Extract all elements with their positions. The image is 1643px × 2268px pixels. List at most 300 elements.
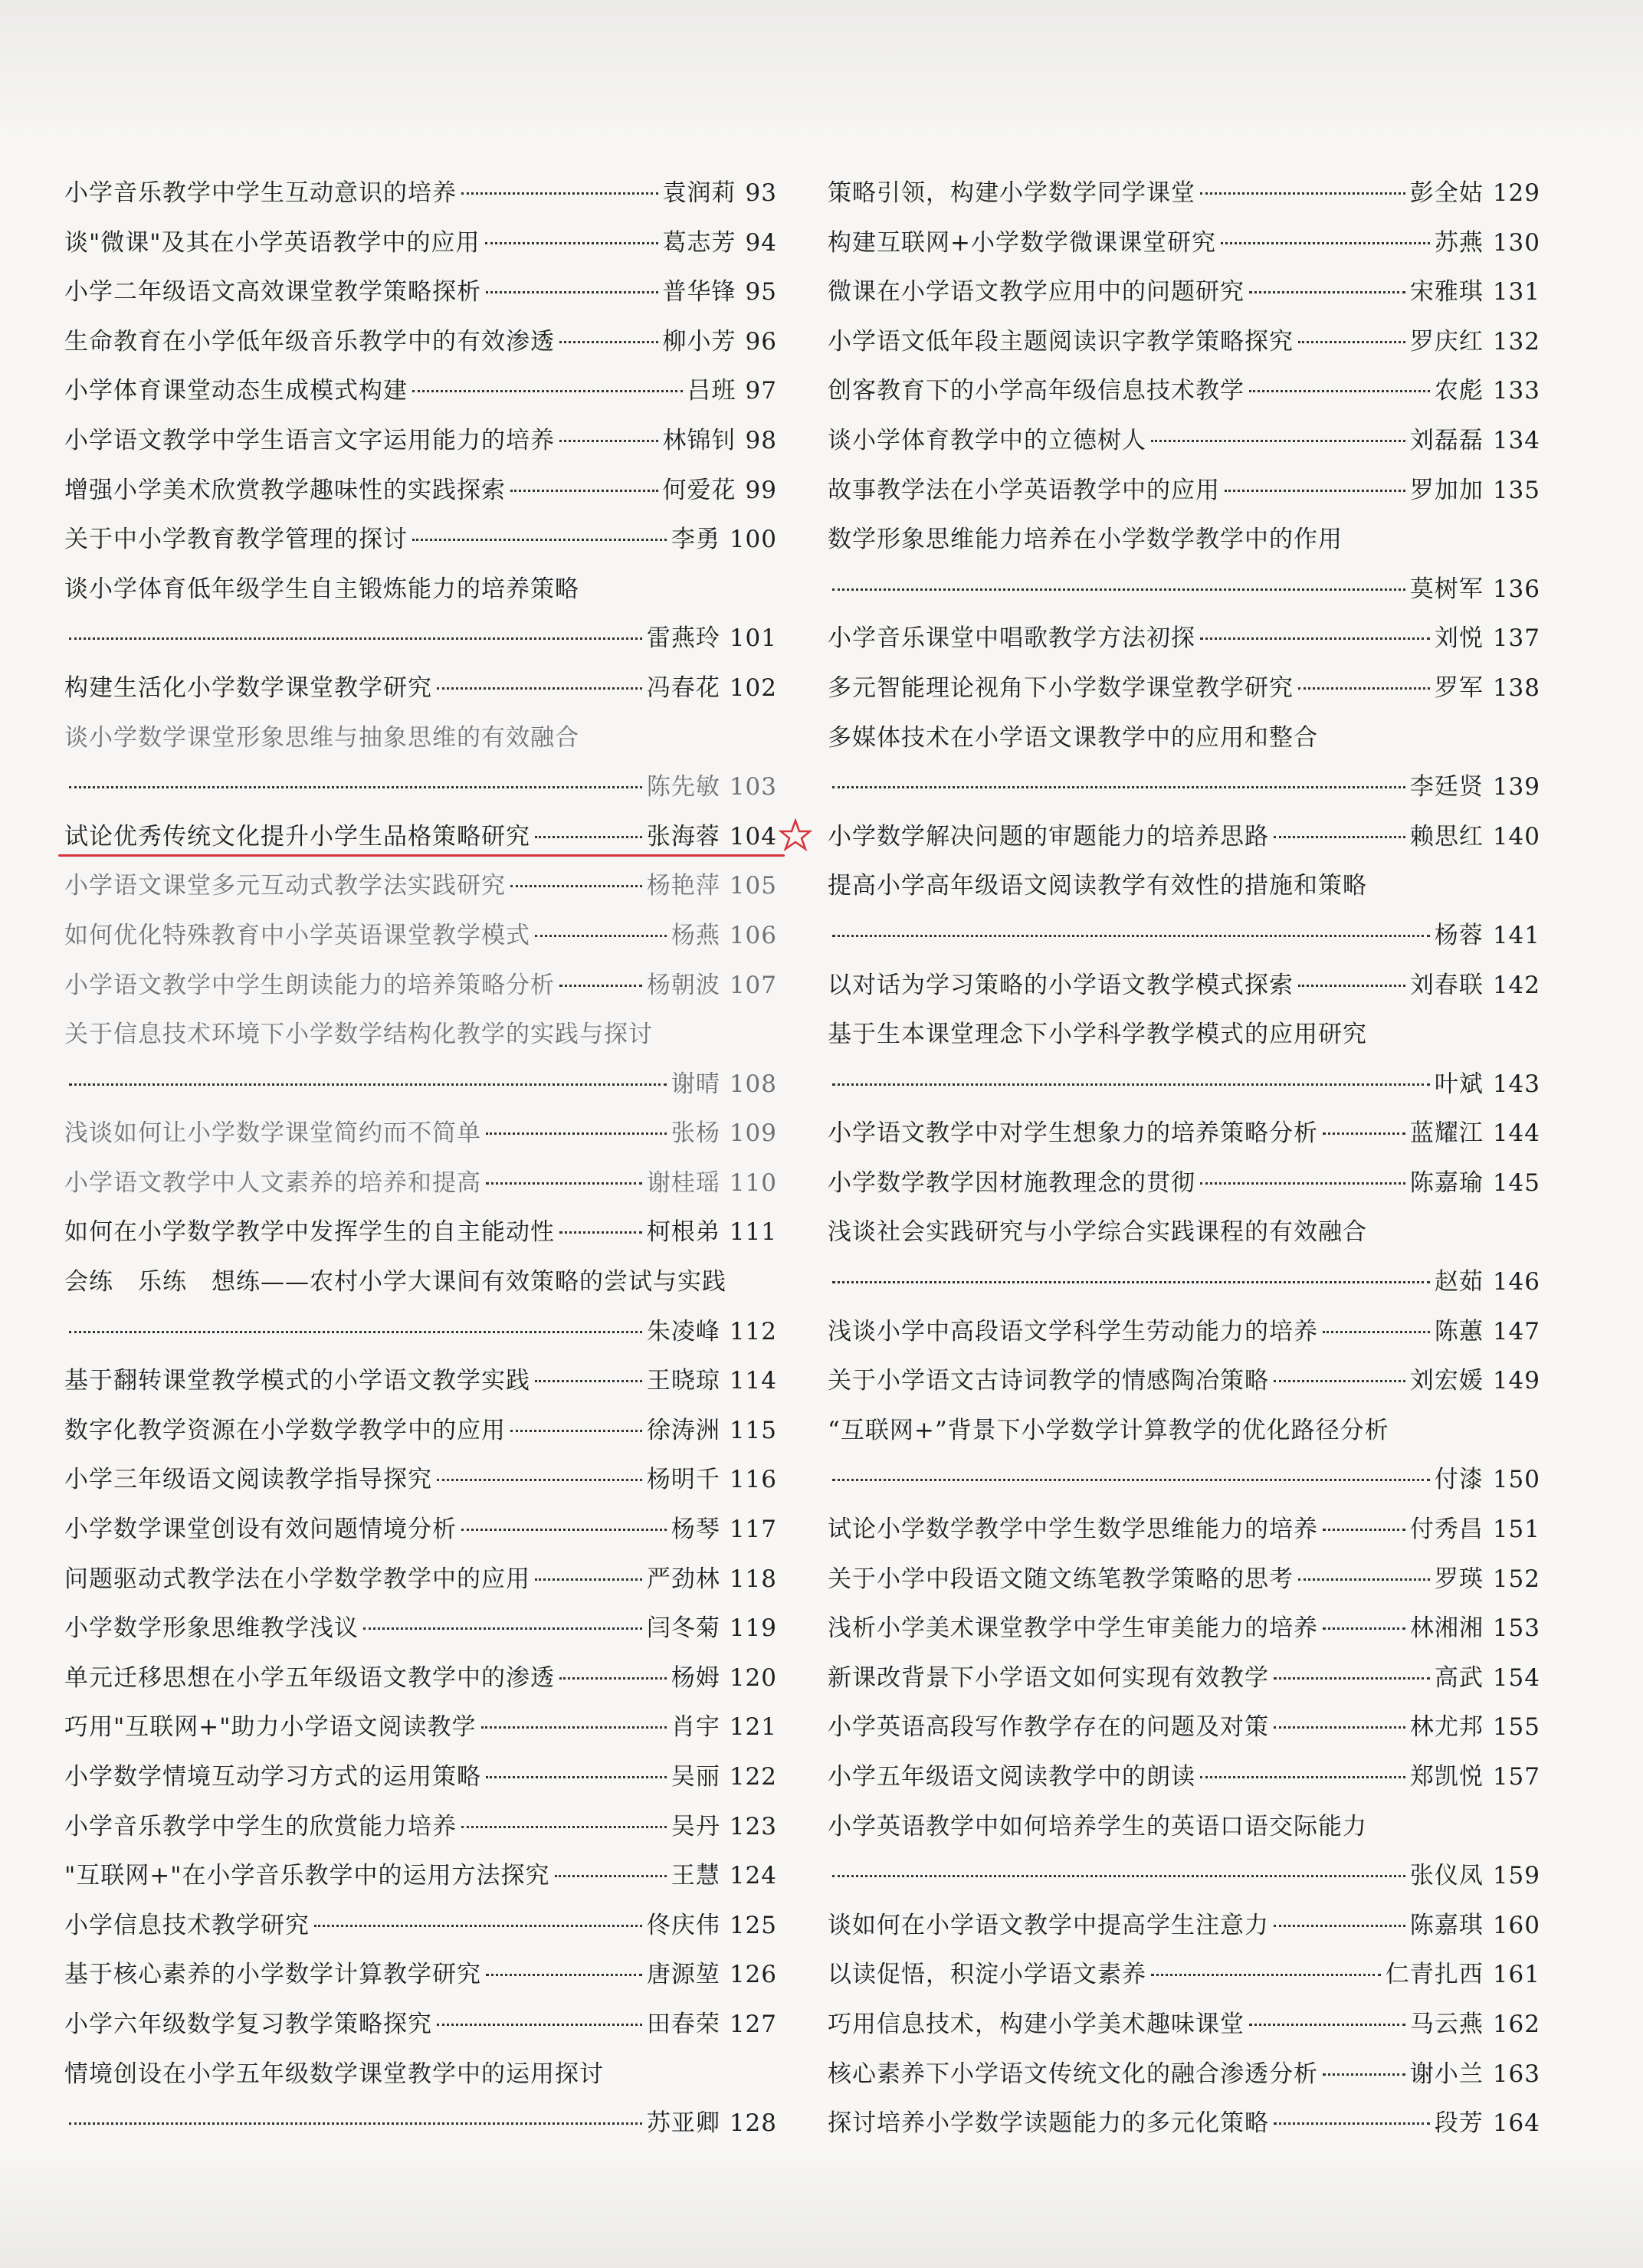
entry-line: [64, 169, 777, 218]
entry-title: 探讨培养小学数学读题能力的多元化策略: [828, 2109, 1269, 2138]
entry-line: [64, 1950, 777, 2000]
entry-line: [64, 1752, 777, 1802]
entry-page-number: 164: [1492, 2109, 1540, 2138]
entry-page-number: 120: [729, 1663, 777, 1692]
entry-page-number: 147: [1492, 1317, 1540, 1345]
toc-entry: [828, 317, 1540, 367]
entry-author: 葛志芳: [662, 228, 736, 257]
dot-leader: [1225, 490, 1405, 492]
entry-line: [828, 1555, 1540, 1604]
entry-page-number: 119: [729, 1614, 777, 1643]
entry-author: 吴丽: [671, 1763, 720, 1791]
toc-right-column: [828, 169, 1540, 2148]
entry-author: 吴丹: [671, 1812, 720, 1840]
entry-title: 以对话为学习策略的小学语文教学模式探索: [828, 971, 1294, 999]
entry-page-number: 95: [745, 278, 777, 306]
entry-line: [64, 1851, 777, 1901]
dot-leader: [559, 1677, 667, 1680]
entry-page-number: 123: [729, 1812, 777, 1840]
toc-entry: [64, 1802, 777, 1852]
entry-author: 罗瑛: [1434, 1565, 1484, 1593]
dot-leader: [485, 242, 658, 244]
entry-author: 林锦钊: [662, 426, 736, 454]
entry-page-number: 133: [1492, 377, 1540, 405]
dot-leader: [1274, 1726, 1405, 1729]
dot-leader: [486, 1776, 667, 1778]
entry-line: [64, 2000, 777, 2050]
entry-line: [64, 1208, 777, 1257]
entry-page-number: 98: [745, 426, 777, 454]
entry-page-number: 126: [729, 1961, 777, 1989]
entry-page-number: 108: [729, 1070, 777, 1098]
entry-byline: [64, 614, 777, 664]
entry-page-number: 139: [1492, 773, 1540, 801]
red-star-annotation-icon: [779, 818, 812, 852]
entry-page-number: 103: [729, 773, 777, 801]
entry-title: 情境创设在小学五年级数学课堂教学中的运用探讨: [64, 2060, 604, 2088]
entry-author: 杨朝波: [646, 971, 720, 999]
entry-page-number: 124: [729, 1862, 777, 1890]
entry-page-number: 110: [729, 1168, 777, 1197]
entry-author: 张仪凤: [1409, 1862, 1484, 1890]
entry-author: 仁青扎西: [1385, 1961, 1484, 1989]
entry-author: 蓝耀江: [1409, 1119, 1484, 1148]
dot-leader: [481, 1726, 667, 1729]
toc-entry: [64, 1752, 777, 1802]
toc-entry: [64, 911, 777, 961]
dot-leader: [559, 985, 642, 987]
toc-entry: [64, 366, 777, 416]
entry-author: 林尤邦: [1409, 1713, 1484, 1742]
toc-entry: [828, 1208, 1540, 1306]
entry-page-number: 135: [1492, 476, 1540, 504]
dot-leader: [363, 1627, 642, 1630]
entry-title: 小学英语教学中如何培养学生的英语口语交际能力: [828, 1812, 1367, 1840]
entry-author: 付秀昌: [1409, 1516, 1484, 1544]
dot-leader: [314, 1925, 642, 1927]
toc-entry: [828, 1010, 1540, 1109]
entry-line: [64, 1356, 777, 1406]
entry-author: 陈蕙: [1434, 1317, 1484, 1345]
dot-leader: [69, 1083, 667, 1086]
entry-author: 赵茹: [1434, 1268, 1484, 1296]
entry-line: [828, 1159, 1540, 1208]
entry-line: [828, 317, 1540, 367]
dot-leader: [437, 1479, 642, 1481]
entry-page-number: 121: [729, 1713, 777, 1742]
dot-leader: [1323, 2073, 1405, 2076]
dot-leader: [1274, 1925, 1405, 1927]
entry-author: 徐涛洲: [646, 1416, 720, 1444]
entry-line: [64, 1901, 777, 1951]
entry-author: 吕班: [687, 377, 736, 405]
dot-leader: [559, 341, 658, 343]
entry-author: 罗加加: [1409, 476, 1484, 504]
entry-title: 单元迁移思想在小学五年级语文教学中的渗透: [64, 1663, 555, 1692]
entry-page-number: 118: [729, 1565, 777, 1593]
entry-author: 陈嘉瑜: [1409, 1168, 1484, 1197]
dot-leader: [1249, 291, 1405, 293]
entry-title: 故事教学法在小学英语教学中的应用: [828, 476, 1220, 504]
entry-page-number: 131: [1492, 278, 1540, 306]
entry-line: [64, 1505, 777, 1555]
entry-title: 试论小学数学教学中学生数学思维能力的培养: [828, 1516, 1318, 1544]
entry-title: 微课在小学语文教学应用中的问题研究: [828, 278, 1245, 306]
dot-leader: [412, 539, 667, 541]
entry-title: 关于小学语文古诗词教学的情感陶冶策略: [828, 1367, 1269, 1395]
entry-author: 刘磊磊: [1409, 426, 1484, 454]
entry-title: 小学语文教学中学生朗读能力的培养策略分析: [64, 971, 555, 999]
entry-title: 如何优化特殊教育中小学英语课堂教学模式: [64, 921, 530, 949]
entry-line: [828, 614, 1540, 664]
entry-title: 构建互联网+小学数学微课课堂研究: [828, 228, 1216, 257]
entry-line: [828, 218, 1540, 268]
dot-leader: [461, 1529, 667, 1531]
entry-line: [64, 218, 777, 268]
entry-author: 肖宇: [671, 1713, 720, 1742]
entry-title: 小学体育课堂动态生成模式构建: [64, 377, 408, 405]
entry-line: [828, 169, 1540, 218]
entry-author: 刘春联: [1409, 971, 1484, 999]
entry-author: 谢晴: [671, 1070, 720, 1098]
toc-entry: [64, 1901, 777, 1951]
toc-entry: [64, 466, 777, 516]
entry-page-number: 115: [729, 1416, 777, 1444]
toc-entry: [828, 1159, 1540, 1208]
entry-author: 田春荣: [646, 2010, 720, 2038]
toc-entry: [828, 1356, 1540, 1406]
toc-entry: [64, 1455, 777, 1505]
entry-title: 小学音乐教学中学生互动意识的培养: [64, 179, 457, 207]
entry-title: 关于小学中段语文随文练笔教学策略的思考: [828, 1565, 1294, 1593]
entry-title: “互联网+”背景下小学数学计算教学的优化路径分析: [828, 1416, 1389, 1444]
entry-title: 小学三年级语文阅读教学指导探究: [64, 1466, 432, 1494]
entry-page-number: 144: [1492, 1119, 1540, 1148]
dot-leader: [510, 885, 642, 887]
dot-leader: [1323, 1132, 1405, 1135]
entry-page-number: 151: [1492, 1516, 1540, 1544]
toc-entry: [64, 218, 777, 268]
entry-author: 杨燕: [671, 921, 720, 949]
toc-entry: [828, 267, 1540, 317]
entry-page-number: 104: [729, 822, 777, 850]
dot-leader: [832, 1083, 1430, 1086]
entry-line: [64, 911, 777, 961]
entry-page-number: 134: [1492, 426, 1540, 454]
entry-page-number: 159: [1492, 1862, 1540, 1890]
entry-title: 浅谈小学中高段语文学科学生劳动能力的培养: [828, 1317, 1318, 1345]
entry-line: [828, 1950, 1540, 2000]
entry-title: 巧用"互联网+"助力小学语文阅读教学: [64, 1713, 477, 1742]
entry-line: [828, 1307, 1540, 1357]
entry-title: 创客教育下的小学高年级信息技术教学: [828, 377, 1245, 405]
dot-leader: [486, 291, 658, 293]
toc-entry: [828, 1752, 1540, 1802]
toc-entry: [64, 1653, 777, 1703]
entry-byline: [64, 1060, 777, 1109]
entry-page-number: 146: [1492, 1268, 1540, 1296]
entry-page-number: 138: [1492, 674, 1540, 702]
entry-page-number: 93: [745, 179, 777, 207]
toc-entry: [828, 614, 1540, 664]
entry-author: 苏亚卿: [646, 2109, 720, 2138]
entry-author: 农彪: [1434, 377, 1484, 405]
entry-title: 提高小学高年级语文阅读教学有效性的措施和策略: [828, 872, 1367, 900]
entry-title: 小学数学情境互动学习方式的运用策略: [64, 1763, 481, 1791]
entry-page-number: 141: [1492, 921, 1540, 949]
entry-title: 基于核心素养的小学数学计算教学研究: [64, 1961, 481, 1989]
entry-page-number: 101: [729, 624, 777, 653]
entry-author: 罗军: [1434, 674, 1484, 702]
entry-page-number: 129: [1492, 179, 1540, 207]
toc-entry: [64, 1208, 777, 1257]
entry-title: 浅谈如何让小学数学课堂简约而不简单: [64, 1119, 481, 1148]
entry-title: 新课改背景下小学语文如何实现有效教学: [828, 1663, 1269, 1692]
entry-byline: [828, 565, 1540, 615]
toc-entry: [64, 1356, 777, 1406]
toc-entry: [828, 861, 1540, 960]
entry-byline: [828, 911, 1540, 961]
toc-entry: [828, 2000, 1540, 2050]
red-pen-underline: [58, 854, 785, 857]
entry-author: 袁润莉: [662, 179, 736, 207]
entry-title: 如何在小学数学教学中发挥学生的自主能动性: [64, 1218, 555, 1247]
entry-byline: [828, 1851, 1540, 1901]
entry-title: 谈小学数学课堂形象思维与抽象思维的有效融合: [64, 723, 579, 752]
entry-line: [828, 267, 1540, 317]
entry-page-number: 132: [1492, 327, 1540, 356]
dot-leader: [1298, 687, 1430, 690]
toc-entry: [64, 515, 777, 565]
dot-leader: [535, 1380, 642, 1382]
entry-line: [828, 1604, 1540, 1653]
entry-line: [64, 515, 777, 565]
entry-page-number: 97: [745, 377, 777, 405]
dot-leader: [486, 1182, 642, 1185]
entry-page-number: 130: [1492, 228, 1540, 257]
entry-page-number: 99: [745, 476, 777, 504]
entry-author: 高武: [1434, 1663, 1484, 1692]
entry-author: 李勇: [671, 526, 720, 554]
dot-leader: [535, 935, 667, 937]
entry-title: 策略引领，构建小学数学同学课堂: [828, 179, 1195, 207]
toc-entry: [828, 515, 1540, 614]
dot-leader: [832, 588, 1405, 591]
entry-page-number: 149: [1492, 1367, 1540, 1395]
entry-title: 小学五年级语文阅读教学中的朗读: [828, 1763, 1195, 1791]
toc-entry: [828, 713, 1540, 812]
entry-author: 闫冬菊: [646, 1614, 720, 1643]
entry-title: 小学信息技术教学研究: [64, 1911, 310, 1939]
dot-leader: [69, 1331, 642, 1333]
entry-page-number: 157: [1492, 1763, 1540, 1791]
entry-author: 李廷贤: [1409, 773, 1484, 801]
entry-line: [828, 812, 1540, 862]
toc-entry: [64, 1703, 777, 1752]
entry-title: 小学语文低年段主题阅读识字教学策略探究: [828, 327, 1294, 356]
entry-page-number: 136: [1492, 575, 1540, 603]
toc-entry: [828, 218, 1540, 268]
dot-leader: [832, 935, 1430, 937]
entry-page-number: 140: [1492, 822, 1540, 850]
entry-line: [828, 466, 1540, 516]
entry-title: 数字化教学资源在小学数学教学中的应用: [64, 1416, 506, 1444]
entry-page-number: 150: [1492, 1466, 1540, 1494]
entry-byline: [64, 2099, 777, 2148]
toc-entry: [828, 366, 1540, 416]
entry-line: [64, 664, 777, 713]
entry-title: 多媒体技术在小学语文课教学中的应用和整合: [828, 723, 1318, 752]
toc-entry: [828, 1555, 1540, 1604]
entry-page-number: 137: [1492, 624, 1540, 653]
dot-leader: [1298, 985, 1405, 987]
entry-line: [64, 1406, 777, 1456]
entry-title: 小学音乐课堂中唱歌教学方法初探: [828, 624, 1195, 653]
dot-leader: [461, 192, 658, 195]
entry-page-number: 155: [1492, 1713, 1540, 1742]
entry-line: [64, 317, 777, 367]
entry-line: [64, 267, 777, 317]
entry-author: 普华锋: [662, 278, 736, 306]
entry-title: 小学语文教学中学生语言文字运用能力的培养: [64, 426, 555, 454]
entry-page-number: 154: [1492, 1663, 1540, 1692]
dot-leader: [832, 1281, 1430, 1283]
dot-leader: [1200, 1776, 1405, 1778]
dot-leader: [1274, 836, 1405, 838]
dot-leader: [69, 637, 642, 640]
entry-byline: [828, 1455, 1540, 1505]
toc-entry: [828, 2099, 1540, 2148]
dot-leader: [510, 1430, 642, 1432]
dot-leader: [1298, 1578, 1430, 1581]
entry-title: 谈"微课"及其在小学英语教学中的应用: [64, 228, 480, 257]
entry-title: 以读促悟，积淀小学语文素养: [828, 1961, 1146, 1989]
dot-leader: [1298, 341, 1405, 343]
entry-title: 小学语文课堂多元互动式教学法实践研究: [64, 872, 506, 900]
toc-entry: [828, 466, 1540, 516]
toc-entry: [64, 317, 777, 367]
entry-line: [64, 1653, 777, 1703]
entry-title: 数学形象思维能力培养在小学数学教学中的作用: [828, 526, 1343, 554]
entry-line: [64, 466, 777, 516]
entry-line: [828, 1752, 1540, 1802]
entry-line: [828, 1505, 1540, 1555]
dot-leader: [832, 1875, 1405, 1877]
entry-line: [828, 664, 1540, 713]
dot-leader: [1200, 1182, 1405, 1185]
entry-page-number: 111: [729, 1218, 777, 1247]
entry-title: 小学语文教学中人文素养的培养和提高: [64, 1168, 481, 1197]
toc-entry: [64, 1950, 777, 2000]
entry-author: 刘宏媛: [1409, 1367, 1484, 1395]
dot-leader: [1221, 242, 1430, 244]
entry-author: 严劲林: [646, 1565, 720, 1593]
toc-entry: [64, 1159, 777, 1208]
entry-author: 柯根弟: [646, 1218, 720, 1247]
entry-page-number: 109: [729, 1119, 777, 1148]
entry-author: 何爱花: [662, 476, 736, 504]
entry-author: 宋雅琪: [1409, 278, 1484, 306]
toc-left-column: [64, 169, 777, 2148]
entry-author: 王慧: [671, 1862, 720, 1890]
entry-title: 问题驱动式教学法在小学数学教学中的应用: [64, 1565, 530, 1593]
dot-leader: [1200, 192, 1405, 195]
dot-leader: [510, 490, 658, 492]
dot-leader: [437, 687, 642, 690]
entry-page-number: 102: [729, 674, 777, 702]
entry-page-number: 112: [729, 1317, 777, 1345]
dot-leader: [1274, 1380, 1405, 1382]
dot-leader: [1249, 2024, 1405, 2026]
dot-leader: [1274, 1677, 1430, 1680]
entry-author: 苏燕: [1434, 228, 1484, 257]
dot-leader: [1323, 1627, 1405, 1630]
entry-author: 杨明千: [646, 1466, 720, 1494]
toc-entry: [828, 1307, 1540, 1357]
toc-entry: [828, 1950, 1540, 2000]
entry-byline: [64, 1307, 777, 1357]
dot-leader: [559, 440, 658, 442]
entry-author: 谢小兰: [1409, 2060, 1484, 2088]
entry-title: 小学数学解决问题的审题能力的培养思路: [828, 822, 1269, 850]
entry-line: [828, 2050, 1540, 2099]
entry-author: 刘悦: [1434, 624, 1484, 653]
entry-page-number: 142: [1492, 971, 1540, 999]
entry-author: 郑凯悦: [1409, 1763, 1484, 1791]
entry-line: [64, 416, 777, 466]
toc-entry: [64, 169, 777, 218]
dot-leader: [832, 1479, 1430, 1481]
entry-title: 试论优秀传统文化提升小学生品格策略研究: [64, 822, 530, 850]
entry-line: [828, 416, 1540, 466]
entry-title: 巧用信息技术，构建小学美术趣味课堂: [828, 2010, 1245, 2038]
entry-line: [64, 366, 777, 416]
entry-author: 谢桂瑶: [646, 1168, 720, 1197]
entry-author: 张海蓉: [646, 822, 720, 850]
entry-line: [828, 961, 1540, 1011]
toc-entry: [64, 1109, 777, 1159]
entry-line: [828, 2099, 1540, 2148]
toc-entry: [828, 1901, 1540, 1951]
entry-line: [64, 1455, 777, 1505]
toc-entry: [64, 2000, 777, 2050]
dot-leader: [437, 2024, 642, 2026]
dot-leader: [69, 786, 642, 788]
entry-line: [828, 1703, 1540, 1752]
entry-author: 彭全姑: [1409, 179, 1484, 207]
entry-line: [828, 2000, 1540, 2050]
entry-byline: [828, 762, 1540, 812]
entry-author: 罗庆红: [1409, 327, 1484, 356]
entry-author: 莫树军: [1409, 575, 1484, 603]
entry-page-number: 160: [1492, 1911, 1540, 1939]
entry-line: [64, 1703, 777, 1752]
entry-page-number: 117: [729, 1516, 777, 1544]
entry-author: 陈先敏: [646, 773, 720, 801]
toc-entry: [64, 812, 777, 862]
entry-title: 小学六年级数学复习教学策略探究: [64, 2010, 432, 2038]
toc-entry: [64, 1851, 777, 1901]
entry-line: [828, 1109, 1540, 1159]
entry-line: [64, 961, 777, 1011]
entry-author: 朱凌峰: [646, 1317, 720, 1345]
dot-leader: [1274, 2122, 1430, 2125]
toc-entry: [828, 961, 1540, 1011]
entry-byline: [64, 762, 777, 812]
toc-entry: [64, 267, 777, 317]
toc-entry: [64, 1505, 777, 1555]
entry-page-number: 107: [729, 971, 777, 999]
